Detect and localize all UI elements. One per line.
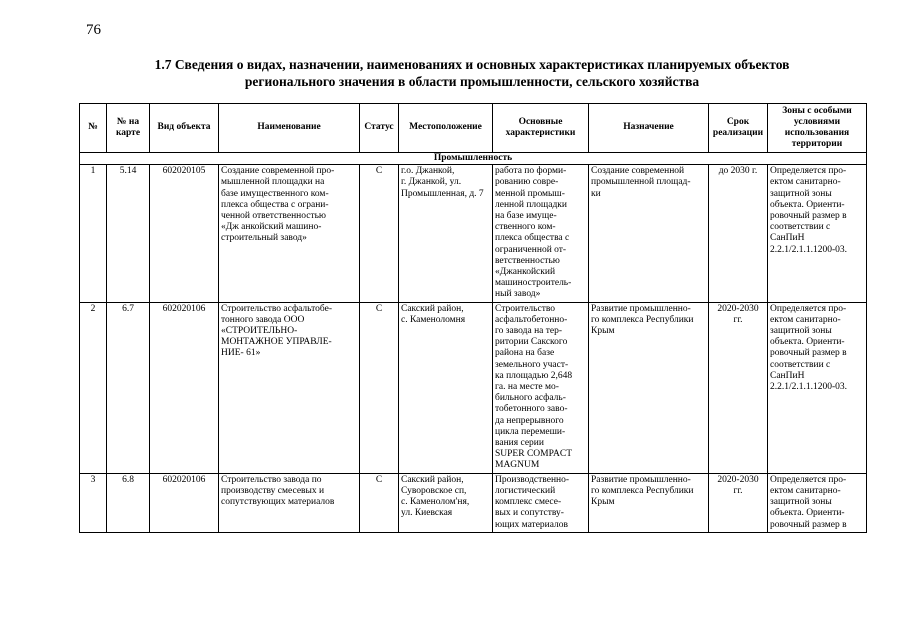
table-row bbox=[80, 165, 867, 302]
cell-zones bbox=[768, 302, 867, 473]
cell-location bbox=[399, 473, 493, 532]
text-line: гг. bbox=[733, 485, 743, 496]
text-line: ектом санитарно- bbox=[770, 177, 841, 188]
text-line: объекта. Ориенти- bbox=[770, 508, 845, 519]
text-line: ровочный размер в bbox=[770, 348, 847, 359]
text-line: Промышленная, д. 7 bbox=[401, 188, 484, 199]
text-line: Строительство асфальтобе- bbox=[221, 303, 332, 314]
cell-name bbox=[219, 165, 360, 302]
cell-characteristics bbox=[493, 473, 589, 532]
cell-map-num: 6.7 bbox=[107, 302, 150, 473]
text-line: Суворовское сп, bbox=[401, 485, 467, 496]
header-num: № bbox=[80, 104, 107, 153]
cell-num: 1 bbox=[80, 165, 107, 302]
text-line: 2.2.1/2.1.1.1200-03. bbox=[770, 382, 848, 393]
text-line: Основные bbox=[518, 116, 563, 127]
table-header-row bbox=[80, 104, 867, 153]
text-line: ул. Киевская bbox=[401, 508, 453, 519]
text-line: ритории Сакского bbox=[495, 337, 568, 348]
text-line: до 2030 г. bbox=[718, 166, 758, 177]
cell-purpose bbox=[589, 473, 709, 532]
cell-object-type: 602020105 bbox=[150, 165, 219, 302]
text-line: га. на месте мо- bbox=[495, 382, 559, 393]
text-line: Сакский район, bbox=[401, 474, 464, 485]
text-line: Создание современной bbox=[591, 166, 685, 177]
text-line: тонного завода ООО bbox=[221, 314, 305, 325]
header-characteristics bbox=[493, 104, 589, 153]
cell-zones bbox=[768, 165, 867, 302]
cell-name bbox=[219, 302, 360, 473]
text-line: ка площадью 2,648 bbox=[495, 370, 573, 381]
text-line: на базе имуще- bbox=[495, 211, 557, 222]
document-title bbox=[112, 56, 832, 90]
cell-term bbox=[709, 473, 768, 532]
header-name: Наименование bbox=[219, 104, 360, 153]
text-line: MAGNUM bbox=[495, 460, 540, 471]
header-purpose: Назначение bbox=[589, 104, 709, 153]
cell-status: С bbox=[360, 302, 399, 473]
cell-num: 2 bbox=[80, 302, 107, 473]
text-line: Срок bbox=[726, 116, 750, 127]
text-line: ровочный размер в bbox=[770, 211, 847, 222]
text-line: бильного асфаль- bbox=[495, 393, 566, 404]
table-row bbox=[80, 302, 867, 473]
text-line: с. Каменолом'ня, bbox=[401, 497, 470, 508]
text-line: вых и сопутству- bbox=[495, 508, 564, 519]
text-line: с. Каменоломня bbox=[401, 314, 466, 325]
text-line: реализации bbox=[712, 128, 764, 138]
text-line: соответствии с bbox=[770, 359, 831, 370]
text-line: ленной площадки bbox=[495, 199, 567, 210]
text-line: плекса общества с ограни- bbox=[221, 199, 329, 210]
text-line: го комплекса Республики bbox=[591, 485, 694, 496]
text-line: характеристики bbox=[505, 128, 576, 138]
text-line: защитной зоны bbox=[770, 497, 832, 508]
text-line: мышленной площадки на bbox=[221, 177, 325, 188]
text-line: логистический bbox=[495, 485, 556, 496]
text-line: Зоны с особыми bbox=[782, 105, 852, 116]
text-line: Производственно- bbox=[495, 474, 570, 485]
cell-purpose bbox=[589, 302, 709, 473]
text-line: ровочный размер в bbox=[770, 519, 847, 530]
text-line: плекса общества с bbox=[495, 233, 570, 244]
text-line: да непрерывного bbox=[495, 415, 564, 426]
text-line: НИЕ- 61» bbox=[221, 348, 261, 359]
planned-objects-table bbox=[79, 103, 867, 533]
text-line: ственного ком- bbox=[495, 222, 556, 233]
section-row bbox=[80, 153, 867, 165]
text-line: го комплекса Республики bbox=[591, 314, 694, 325]
text-line: машиностроитель- bbox=[495, 278, 572, 289]
cell-name bbox=[219, 473, 360, 532]
title-line-1: 1.7 Сведения о видах, назначении, наименованиях и основных характеристиках планируемых объектов bbox=[154, 57, 790, 72]
cell-zones bbox=[768, 473, 867, 532]
cell-map-num: 5.14 bbox=[107, 165, 150, 302]
header-object-type: Вид объекта bbox=[150, 104, 219, 153]
text-line: Определяется про- bbox=[770, 474, 847, 485]
cell-object-type: 602020106 bbox=[150, 302, 219, 473]
text-line: г. Джанкой, ул. bbox=[401, 177, 462, 188]
cell-map-num: 6.8 bbox=[107, 473, 150, 532]
text-line: ектом санитарно- bbox=[770, 314, 841, 325]
text-line: ный завод» bbox=[495, 289, 541, 300]
text-line: Определяется про- bbox=[770, 303, 847, 314]
text-line: ченной ответственностью bbox=[221, 211, 327, 222]
text-line: ограниченной от- bbox=[495, 244, 567, 255]
text-line: карте bbox=[115, 128, 141, 138]
section-title: Промышленность bbox=[80, 153, 867, 165]
text-line: базе имущественного ком- bbox=[221, 188, 329, 199]
text-line: Развитие промышленно- bbox=[591, 303, 691, 314]
page-number: 76 bbox=[86, 22, 101, 38]
cell-characteristics bbox=[493, 302, 589, 473]
text-line: SUPER COMPACT bbox=[495, 449, 572, 460]
header-map-num bbox=[107, 104, 150, 153]
cell-purpose bbox=[589, 165, 709, 302]
text-line: строительный завод» bbox=[221, 233, 307, 244]
text-line: ектом санитарно- bbox=[770, 485, 841, 496]
text-line: 2020-2030 bbox=[717, 474, 759, 485]
header-status: Статус bbox=[360, 104, 399, 153]
text-line: ющих материалов bbox=[495, 519, 569, 530]
text-line: района на базе bbox=[495, 348, 555, 359]
table-row bbox=[80, 473, 867, 532]
text-line: территории bbox=[791, 139, 843, 150]
text-line: ветственностью bbox=[495, 255, 560, 266]
text-line: Строительство завода по bbox=[221, 474, 322, 485]
cell-status: С bbox=[360, 473, 399, 532]
text-line: Крым bbox=[591, 326, 615, 337]
text-line: «Джанкойский bbox=[495, 267, 556, 278]
text-line: ки bbox=[591, 188, 601, 199]
text-line: промышленной площад- bbox=[591, 177, 691, 188]
cell-term bbox=[709, 302, 768, 473]
text-line: № на bbox=[116, 116, 140, 127]
text-line: «Дж анкойский машино- bbox=[221, 222, 322, 233]
header-location: Местоположение bbox=[399, 104, 493, 153]
text-line: г.о. Джанкой, bbox=[401, 166, 455, 177]
header-term bbox=[709, 104, 768, 153]
cell-status: С bbox=[360, 165, 399, 302]
text-line: защитной зоны bbox=[770, 326, 832, 337]
text-line: Создание современной про- bbox=[221, 166, 335, 177]
text-line: Определяется про- bbox=[770, 166, 847, 177]
text-line: условиями bbox=[793, 116, 841, 127]
text-line: цикла перемеши- bbox=[495, 426, 566, 437]
title-line-2: регионального значения в области промышленности, сельского хозяйства bbox=[244, 74, 700, 89]
text-line: МОНТАЖНОЕ УПРАВЛЕ- bbox=[221, 337, 332, 348]
text-line: объекта. Ориенти- bbox=[770, 199, 845, 210]
cell-characteristics bbox=[493, 165, 589, 302]
text-line: го завода на тер- bbox=[495, 326, 563, 337]
cell-object-type: 602020106 bbox=[150, 473, 219, 532]
cell-location bbox=[399, 302, 493, 473]
text-line: менной промыш- bbox=[495, 188, 565, 199]
text-line: гг. bbox=[733, 314, 743, 325]
text-line: производству смесевых и bbox=[221, 485, 325, 496]
text-line: «СТРОИТЕЛЬНО- bbox=[221, 326, 298, 337]
text-line: работа по форми- bbox=[495, 166, 567, 177]
text-line: соответствии с bbox=[770, 222, 831, 233]
text-line: Строительство bbox=[495, 303, 556, 314]
text-line: комплекс смесе- bbox=[495, 497, 562, 508]
text-line: асфальтобетонно- bbox=[495, 314, 568, 325]
text-line: использования bbox=[784, 128, 850, 138]
text-line: тобетонного заво- bbox=[495, 404, 568, 415]
text-line: СанПиН bbox=[770, 370, 805, 381]
cell-term bbox=[709, 165, 768, 302]
text-line: СанПиН bbox=[770, 233, 805, 244]
text-line: сопутствующих материалов bbox=[221, 497, 335, 508]
text-line: рованию совре- bbox=[495, 177, 559, 188]
text-line: земельного участ- bbox=[495, 359, 569, 370]
text-line: Развитие промышленно- bbox=[591, 474, 691, 485]
text-line: Сакский район, bbox=[401, 303, 464, 314]
text-line: вания серии bbox=[495, 438, 544, 449]
text-line: объекта. Ориенти- bbox=[770, 337, 845, 348]
text-line: 2.2.1/2.1.1.1200-03. bbox=[770, 244, 848, 255]
text-line: Крым bbox=[591, 497, 615, 508]
text-line: 2020-2030 bbox=[717, 303, 759, 314]
cell-location bbox=[399, 165, 493, 302]
header-zones bbox=[768, 104, 867, 153]
cell-num: 3 bbox=[80, 473, 107, 532]
text-line: защитной зоны bbox=[770, 188, 832, 199]
